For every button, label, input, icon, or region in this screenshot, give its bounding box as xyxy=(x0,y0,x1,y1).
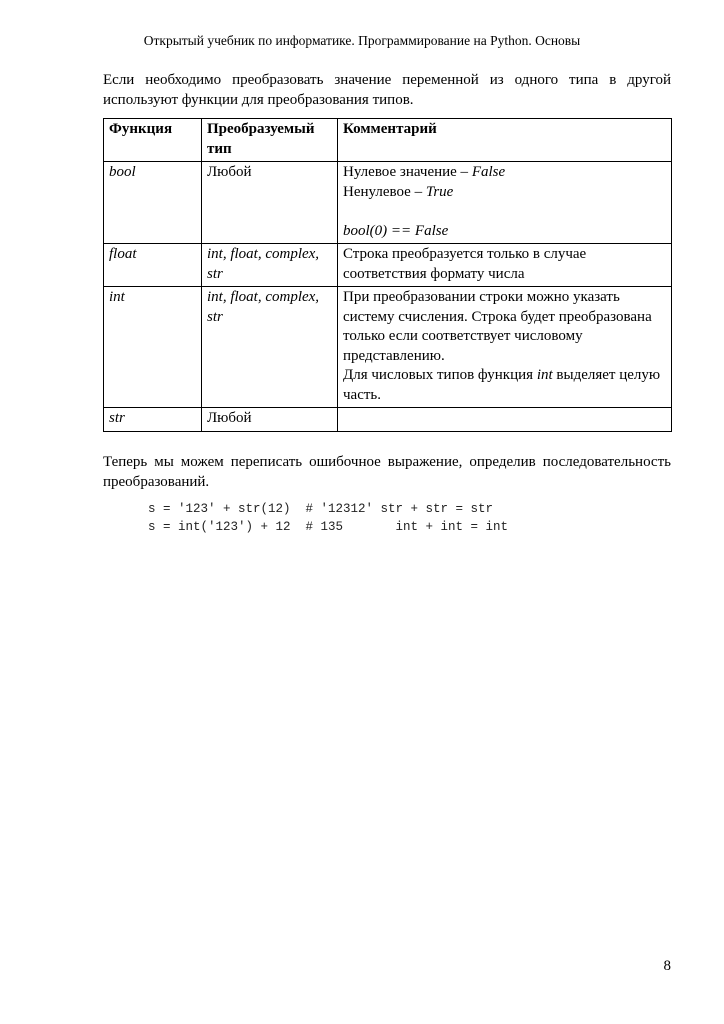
table-row xyxy=(104,408,672,432)
comment-text: False xyxy=(471,164,506,180)
column-header-type: Преобразуемый тип xyxy=(202,119,338,162)
comment-cell xyxy=(338,287,672,408)
table-row xyxy=(104,162,672,244)
running-header: Открытый учебник по информатике. Программирование на Python. Основы xyxy=(143,33,581,48)
function-cell: bool xyxy=(104,162,202,244)
code-block xyxy=(148,500,508,536)
type-cell: int, float, complex, str xyxy=(202,287,338,408)
column-header-function: Функция xyxy=(104,119,202,162)
comment-text: Для числовых типов функция xyxy=(343,367,537,383)
comment-text: Ненулевое – xyxy=(343,183,426,200)
conversion-functions-table xyxy=(103,118,672,432)
code-line: s = '123' + str(12) # '12312' str + str = str xyxy=(148,502,494,516)
function-cell: int xyxy=(104,287,202,408)
comment-cell xyxy=(338,408,672,432)
comment-text: Нулевое значение – xyxy=(343,164,472,180)
comment-text: bool(0) == False xyxy=(343,222,449,239)
type-cell: int, float, complex, str xyxy=(202,244,338,287)
table-row xyxy=(104,287,672,408)
table-row xyxy=(104,244,672,287)
function-cell: str xyxy=(104,408,202,432)
table-header-row xyxy=(104,119,672,162)
code-line: s = int('123') + 12 # 135 int + int = int xyxy=(148,520,509,534)
function-cell: float xyxy=(104,244,202,287)
comment-text: int xyxy=(536,367,553,383)
comment-cell: Строка преобразуется только в случае соответствия формату числа xyxy=(338,244,672,287)
comment-cell xyxy=(338,162,672,244)
comment-text: выделяет целую часть. xyxy=(343,367,661,403)
comment-text: True xyxy=(425,183,454,200)
column-header-comment: Комментарий xyxy=(338,119,672,162)
page-number: 8 xyxy=(663,958,671,974)
body-paragraph: Теперь мы можем переписать ошибочное выражение, определив последовательность преобразований. xyxy=(103,454,671,490)
type-cell: Любой xyxy=(202,408,338,432)
type-cell: Любой xyxy=(202,162,338,244)
comment-text: При преобразовании строки можно указать систему счисления. Строка будет преобразована только если соответствует числовому представлению. xyxy=(343,289,652,364)
intro-paragraph: Если необходимо преобразовать значение переменной из одного типа в другой используют функции для преобразования типов. xyxy=(103,72,671,108)
